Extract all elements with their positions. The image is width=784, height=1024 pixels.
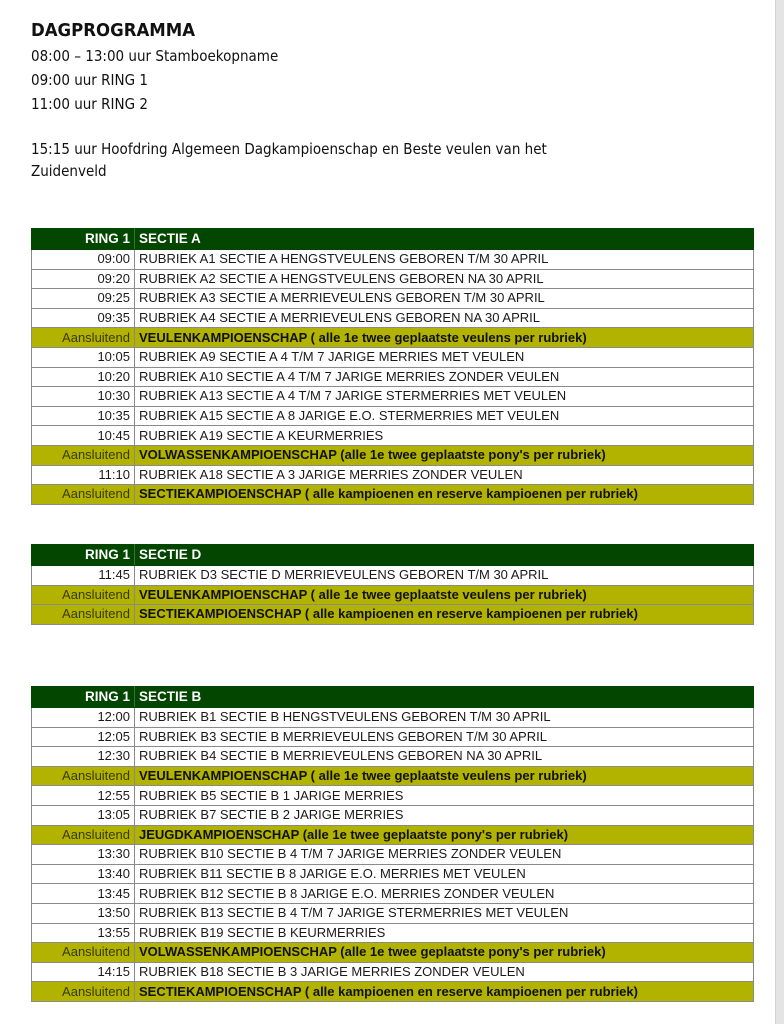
time-cell: 13:30	[32, 845, 135, 865]
intro-note-hoofdring: 15:15 uur Hoofdring Algemeen Dagkampioenschap en Beste veulen van het Zuidenveld	[31, 140, 547, 180]
table-row	[32, 367, 754, 387]
championship-row	[32, 445, 754, 465]
description-cell: RUBRIEK B13 SECTIE B 4 T/M 7 JARIGE STERMERRIES MET VEULEN	[135, 903, 754, 923]
schedule-table-sectie-b	[31, 686, 754, 1002]
time-cell: Aansluitend	[32, 943, 135, 963]
description-cell: JEUGDKAMPIOENSCHAP (alle 1e twee geplaatste pony's per rubriek)	[135, 825, 754, 845]
table-row	[32, 923, 754, 943]
time-cell: Aansluitend	[32, 445, 135, 465]
section-label: SECTIE D	[135, 545, 754, 566]
time-cell: 13:05	[32, 805, 135, 825]
schedule-table-sectie-d	[31, 544, 754, 625]
intro-line-ring-2: 11:00 uur RING 2	[31, 95, 148, 113]
table-row	[32, 347, 754, 367]
description-cell: SECTIEKAMPIOENSCHAP ( alle kampioenen en reserve kampioenen per rubriek)	[135, 605, 754, 625]
time-cell: Aansluitend	[32, 982, 135, 1002]
description-cell: RUBRIEK B19 SECTIE B KEURMERRIES	[135, 923, 754, 943]
time-cell: 09:20	[32, 269, 135, 289]
table-header-row	[32, 687, 754, 708]
table-header-row	[32, 229, 754, 250]
table-row	[32, 845, 754, 865]
table-row	[32, 864, 754, 884]
description-cell: VEULENKAMPIOENSCHAP ( alle 1e twee geplaatste veulens per rubriek)	[135, 585, 754, 605]
championship-row	[32, 982, 754, 1002]
championship-row	[32, 328, 754, 348]
time-cell: 10:20	[32, 367, 135, 387]
description-cell: SECTIEKAMPIOENSCHAP ( alle kampioenen en reserve kampioenen per rubriek)	[135, 982, 754, 1002]
table-row	[32, 465, 754, 485]
table-row	[32, 805, 754, 825]
championship-row	[32, 485, 754, 505]
intro-line-ring-1: 09:00 uur RING 1	[31, 71, 148, 89]
championship-row	[32, 766, 754, 786]
table-header-row	[32, 545, 754, 566]
table-row	[32, 308, 754, 328]
time-cell: 12:05	[32, 727, 135, 747]
description-cell: RUBRIEK A15 SECTIE A 8 JARIGE E.O. STERMERRIES MET VEULEN	[135, 406, 754, 426]
description-cell: RUBRIEK B3 SECTIE B MERRIEVEULENS GEBOREN T/M 30 APRIL	[135, 727, 754, 747]
championship-row	[32, 585, 754, 605]
schedule-table-sectie-a	[31, 228, 754, 505]
time-cell: 13:50	[32, 903, 135, 923]
time-cell: Aansluitend	[32, 605, 135, 625]
intro-line-stamboekopname: 08:00 – 13:00 uur Stamboekopname	[31, 47, 279, 65]
table-row	[32, 786, 754, 806]
intro-block	[31, 18, 731, 182]
ring-label: RING 1	[32, 229, 135, 250]
description-cell: RUBRIEK A13 SECTIE A 4 T/M 7 JARIGE STERMERRIES MET VEULEN	[135, 387, 754, 407]
time-cell: Aansluitend	[32, 825, 135, 845]
description-cell: RUBRIEK A1 SECTIE A HENGSTVEULENS GEBOREN T/M 30 APRIL	[135, 250, 754, 270]
page-title: DAGPROGRAMMA	[31, 20, 196, 41]
table-row	[32, 962, 754, 982]
table-row	[32, 884, 754, 904]
table-row	[32, 747, 754, 767]
time-cell: 12:55	[32, 786, 135, 806]
time-cell: 09:35	[32, 308, 135, 328]
description-cell: RUBRIEK B5 SECTIE B 1 JARIGE MERRIES	[135, 786, 754, 806]
description-cell: SECTIEKAMPIOENSCHAP ( alle kampioenen en reserve kampioenen per rubriek)	[135, 485, 754, 505]
table-row	[32, 708, 754, 728]
description-cell: RUBRIEK A4 SECTIE A MERRIEVEULENS GEBOREN NA 30 APRIL	[135, 308, 754, 328]
time-cell: 14:15	[32, 962, 135, 982]
table-row	[32, 406, 754, 426]
time-cell: 11:10	[32, 465, 135, 485]
description-cell: RUBRIEK B12 SECTIE B 8 JARIGE E.O. MERRIES ZONDER VEULEN	[135, 884, 754, 904]
description-cell: RUBRIEK A18 SECTIE A 3 JARIGE MERRIES ZONDER VEULEN	[135, 465, 754, 485]
time-cell: Aansluitend	[32, 328, 135, 348]
ring-label: RING 1	[32, 687, 135, 708]
description-cell: RUBRIEK A19 SECTIE A KEURMERRIES	[135, 426, 754, 446]
table-row	[32, 903, 754, 923]
championship-row	[32, 825, 754, 845]
description-cell: RUBRIEK A3 SECTIE A MERRIEVEULENS GEBOREN T/M 30 APRIL	[135, 289, 754, 309]
time-cell: 13:40	[32, 864, 135, 884]
description-cell: RUBRIEK D3 SECTIE D MERRIEVEULENS GEBOREN T/M 30 APRIL	[135, 566, 754, 586]
time-cell: 12:30	[32, 747, 135, 767]
table-row	[32, 387, 754, 407]
table-row	[32, 250, 754, 270]
time-cell: 10:30	[32, 387, 135, 407]
description-cell: VEULENKAMPIOENSCHAP ( alle 1e twee geplaatste veulens per rubriek)	[135, 328, 754, 348]
section-label: SECTIE B	[135, 687, 754, 708]
description-cell: VOLWASSENKAMPIOENSCHAP (alle 1e twee geplaatste pony's per rubriek)	[135, 943, 754, 963]
time-cell: 10:45	[32, 426, 135, 446]
table-row	[32, 289, 754, 309]
description-cell: RUBRIEK B10 SECTIE B 4 T/M 7 JARIGE MERRIES ZONDER VEULEN	[135, 845, 754, 865]
championship-row	[32, 605, 754, 625]
time-cell: Aansluitend	[32, 766, 135, 786]
time-cell: Aansluitend	[32, 485, 135, 505]
description-cell: RUBRIEK A9 SECTIE A 4 T/M 7 JARIGE MERRIES MET VEULEN	[135, 347, 754, 367]
description-cell: RUBRIEK B4 SECTIE B MERRIEVEULENS GEBOREN NA 30 APRIL	[135, 747, 754, 767]
time-cell: 11:45	[32, 566, 135, 586]
time-cell: 13:45	[32, 884, 135, 904]
description-cell: VOLWASSENKAMPIOENSCHAP (alle 1e twee geplaatste pony's per rubriek)	[135, 445, 754, 465]
time-cell: 09:25	[32, 289, 135, 309]
table-row	[32, 426, 754, 446]
time-cell: 13:55	[32, 923, 135, 943]
description-cell: RUBRIEK A2 SECTIE A HENGSTVEULENS GEBOREN NA 30 APRIL	[135, 269, 754, 289]
ring-label: RING 1	[32, 545, 135, 566]
page-scrollbar[interactable]	[775, 0, 784, 1024]
description-cell: RUBRIEK B7 SECTIE B 2 JARIGE MERRIES	[135, 805, 754, 825]
table-row	[32, 566, 754, 586]
time-cell: 12:00	[32, 708, 135, 728]
time-cell: Aansluitend	[32, 585, 135, 605]
description-cell: RUBRIEK A10 SECTIE A 4 T/M 7 JARIGE MERRIES ZONDER VEULEN	[135, 367, 754, 387]
description-cell: RUBRIEK B11 SECTIE B 8 JARIGE E.O. MERRIES MET VEULEN	[135, 864, 754, 884]
description-cell: VEULENKAMPIOENSCHAP ( alle 1e twee geplaatste veulens per rubriek)	[135, 766, 754, 786]
section-label: SECTIE A	[135, 229, 754, 250]
time-cell: 10:35	[32, 406, 135, 426]
championship-row	[32, 943, 754, 963]
description-cell: RUBRIEK B18 SECTIE B 3 JARIGE MERRIES ZONDER VEULEN	[135, 962, 754, 982]
table-row	[32, 727, 754, 747]
time-cell: 09:00	[32, 250, 135, 270]
table-row	[32, 269, 754, 289]
description-cell: RUBRIEK B1 SECTIE B HENGSTVEULENS GEBOREN T/M 30 APRIL	[135, 708, 754, 728]
time-cell: 10:05	[32, 347, 135, 367]
